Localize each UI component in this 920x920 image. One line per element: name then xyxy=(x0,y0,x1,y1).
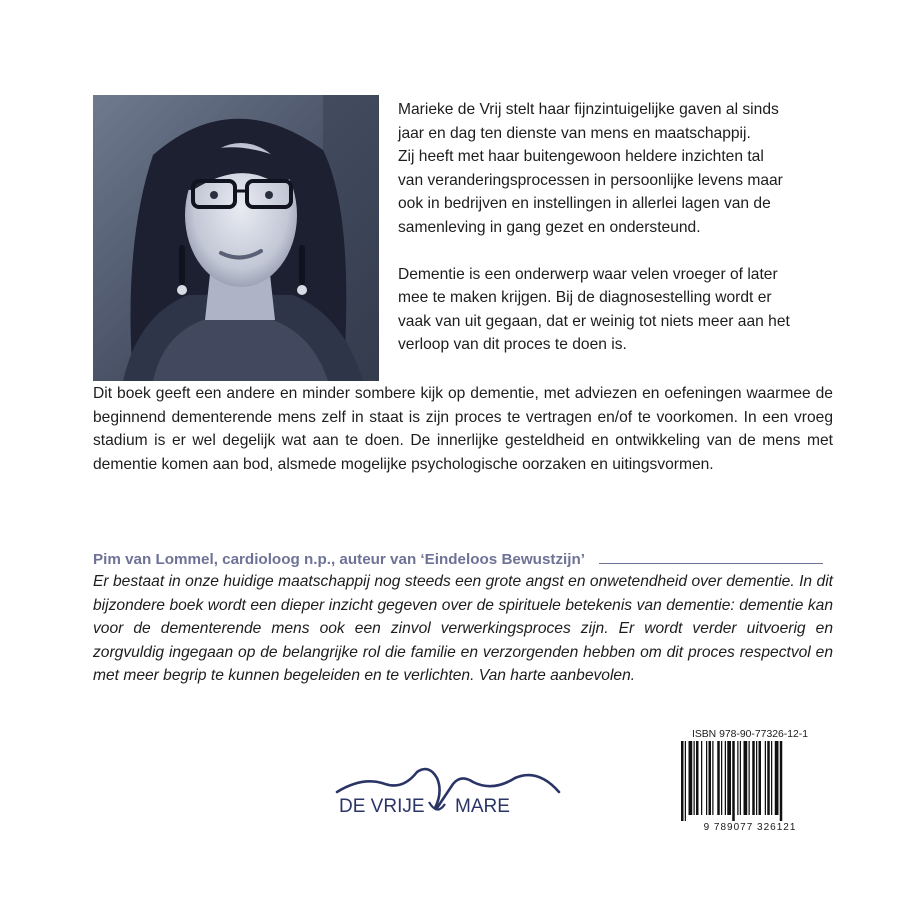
barcode-bar xyxy=(706,741,707,815)
barcode-bar xyxy=(725,741,726,815)
barcode-bar xyxy=(767,741,770,815)
bio-line: jaar en dag ten dienste van mens en maatschappij. xyxy=(398,124,751,142)
barcode-bar xyxy=(701,741,702,815)
isbn-label: ISBN 978-90-77326-12-1 xyxy=(691,729,809,740)
bio-line: Dementie is een onderwerp waar velen vroeger of later xyxy=(398,265,778,283)
barcode-digits: 9 789077 326121 xyxy=(703,822,797,833)
barcode-bar xyxy=(696,741,699,815)
barcode-bar xyxy=(712,741,713,815)
barcode-bar xyxy=(685,741,686,821)
bio-line: Zij heeft met haar buitengewoon heldere inzichten tal xyxy=(398,148,764,166)
barcode-bar xyxy=(759,741,762,815)
barcode-bar xyxy=(689,741,693,815)
barcode-bar xyxy=(765,741,766,815)
bio-paragraph-2 xyxy=(398,263,828,357)
bio-line: van veranderingsprocessen in persoonlijke levens maar xyxy=(398,171,783,189)
barcode-bar xyxy=(717,741,720,815)
author-bio xyxy=(398,98,828,357)
publisher-logo xyxy=(333,758,565,830)
barcode-bar xyxy=(681,741,684,821)
barcode-bar xyxy=(737,741,738,815)
barcode-bar xyxy=(744,741,748,815)
barcode-bar xyxy=(752,741,755,815)
barcode-bars xyxy=(681,741,782,821)
bio-line: ook in bedrijven en instellingen in allerlei lagen van de xyxy=(398,195,771,213)
review-author: Pim van Lommel, cardioloog n.p., auteur van ‘Eindeloos Bewustzijn’ xyxy=(93,551,585,568)
barcode-bar xyxy=(771,741,772,815)
review-header xyxy=(93,546,833,568)
review-quote: Er bestaat in onze huidige maatschappij nog steeds een grote angst en onwetendheid over dementie. In dit bijzondere boek wordt een dieper inzicht gegeven over de spirituele betekenis van dementie: dementie kan voor de dementerende mens ook een zinvol verwerkingsproces zijn. Er wordt verder uitvoerig en zorgvuldig ingegaan op de belangrijke rol die familie en verzorgenden hebben om dit proces respectvol en met meer begrip te kunnen begeleiden en te verlichten. Van harte aanbevolen. xyxy=(93,573,833,685)
barcode-bar xyxy=(756,741,757,815)
isbn-barcode xyxy=(675,726,825,834)
barcode-bar xyxy=(780,741,783,821)
barcode-bar xyxy=(709,741,712,815)
bio-paragraph-1 xyxy=(398,98,828,240)
bio-line: mee te maken krijgen. Bij de diagnosestelling wordt er xyxy=(398,289,772,307)
barcode-bar xyxy=(775,741,779,815)
review-divider xyxy=(599,563,823,564)
book-summary: Dit boek geeft een andere en minder sombere kijk op dementie, met adviezen en oefeningen waarmee de beginnend dementerende mens zelf in staat is zijn proces te vertragen en/of te voorkomen. In een vroeg stadium is er wel degelijk wat aan te doen. De innerlijke gesteldheid en ontwikkeling van de mens met dementie komen aan bod, alsmede mogelijke psychologische oorzaken en uitingsvormen. xyxy=(93,385,833,473)
barcode-bar xyxy=(740,741,741,815)
publisher-name-left: DE VRIJE xyxy=(339,796,425,817)
bio-line: vaak van uit gegaan, dat er weinig tot niets meer aan het xyxy=(398,312,790,330)
bio-line: Marieke de Vrij stelt haar fijnzintuigelijke gaven al sinds xyxy=(398,101,779,118)
author-photo xyxy=(93,95,379,381)
barcode-bar xyxy=(694,741,695,815)
bio-line: samenleving in gang gezet en ondersteund. xyxy=(398,218,701,236)
barcode-bar xyxy=(749,741,750,815)
publisher-name-right: MARE xyxy=(455,796,510,817)
barcode-bar xyxy=(721,741,722,815)
barcode-bar xyxy=(727,741,731,815)
bio-line: verloop van dit proces te doen is. xyxy=(398,336,627,354)
barcode-bar xyxy=(732,741,735,821)
